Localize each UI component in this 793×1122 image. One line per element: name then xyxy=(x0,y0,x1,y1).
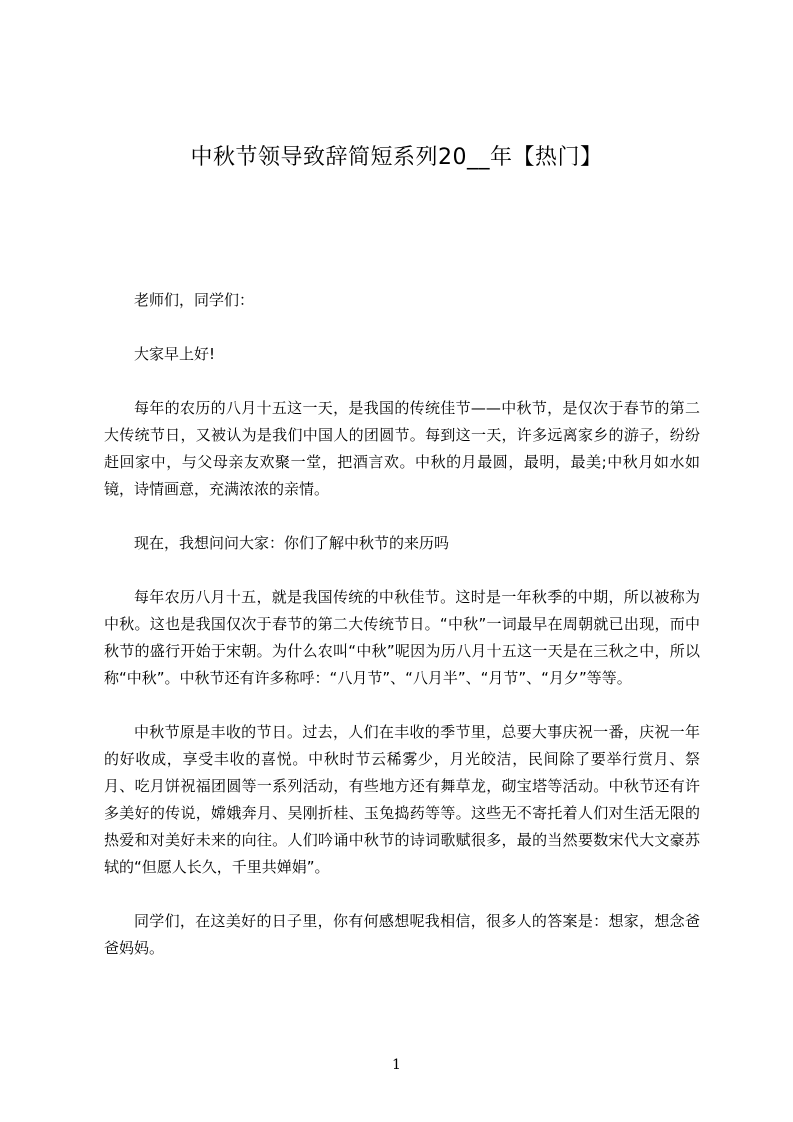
paragraph-harvest: 中秋节原是丰收的节日。过去，人们在丰收的季节里，总要大事庆祝一番，庆祝一年的好收成，享受丰收的喜悦。中秋时节云稀雾少，月光皎洁，民间除了要举行赏月、祭月、吃月饼祝福团圆等一系列活动，有些地方还有舞草龙，砌宝塔等活动。中秋节还有许多美好的传说，嫦娥奔月、吴刚折桂、玉兔捣药等等。这些无不寄托着人们对生活无限的热爱和对美好未来的向往。人们吟诵中秋节的诗词歌赋很多，最的当然要数宋代大文豪苏轼的“但愿人长久，千里共婵娟”。 xyxy=(104,723,700,876)
paragraph-origin: 每年农历八月十五，就是我国传统的中秋佳节。这时是一年秋季的中期，所以被称为中秋。这也是我国仅次于春节的第二大传统节日。“中秋”一词最早在周朝就已出现，而中秋节的盛行开始于宋朝。为什么农叫“中秋”呢因为历八月十五这一天是在三秋之中，所以称“中秋”。中秋节还有许多称呼：“八月节”、“八月半”、“月节”、“月夕”等等。 xyxy=(104,588,700,687)
document-title: 中秋节领导致辞简短系列20__年【热门】 xyxy=(190,145,603,170)
document-body xyxy=(104,287,700,989)
page-number: 1 xyxy=(392,1057,401,1073)
paragraph-closing: 同学们，在这美好的日子里，你有何感想呢我相信，很多人的答案是：想家，想念爸爸妈妈。 xyxy=(104,912,700,957)
paragraph-greeting: 老师们，同学们： xyxy=(134,291,255,309)
paragraph-morning: 大家早上好! xyxy=(134,345,216,363)
paragraph-festival-intro: 每年的农历的八月十五这一天，是我国的传统佳节——中秋节，是仅次于春节的第二大传统节日，又被认为是我们中国人的团圆节。每到这一天，许多远离家乡的游子，纷纷赶回家中，与父母亲友欢聚一堂，把酒言欢。中秋的月最圆，最明，最美;中秋月如水如镜，诗情画意，充满浓浓的亲情。 xyxy=(104,399,700,498)
paragraph-question: 现在，我想问问大家：你们了解中秋节的来历吗 xyxy=(134,534,450,552)
